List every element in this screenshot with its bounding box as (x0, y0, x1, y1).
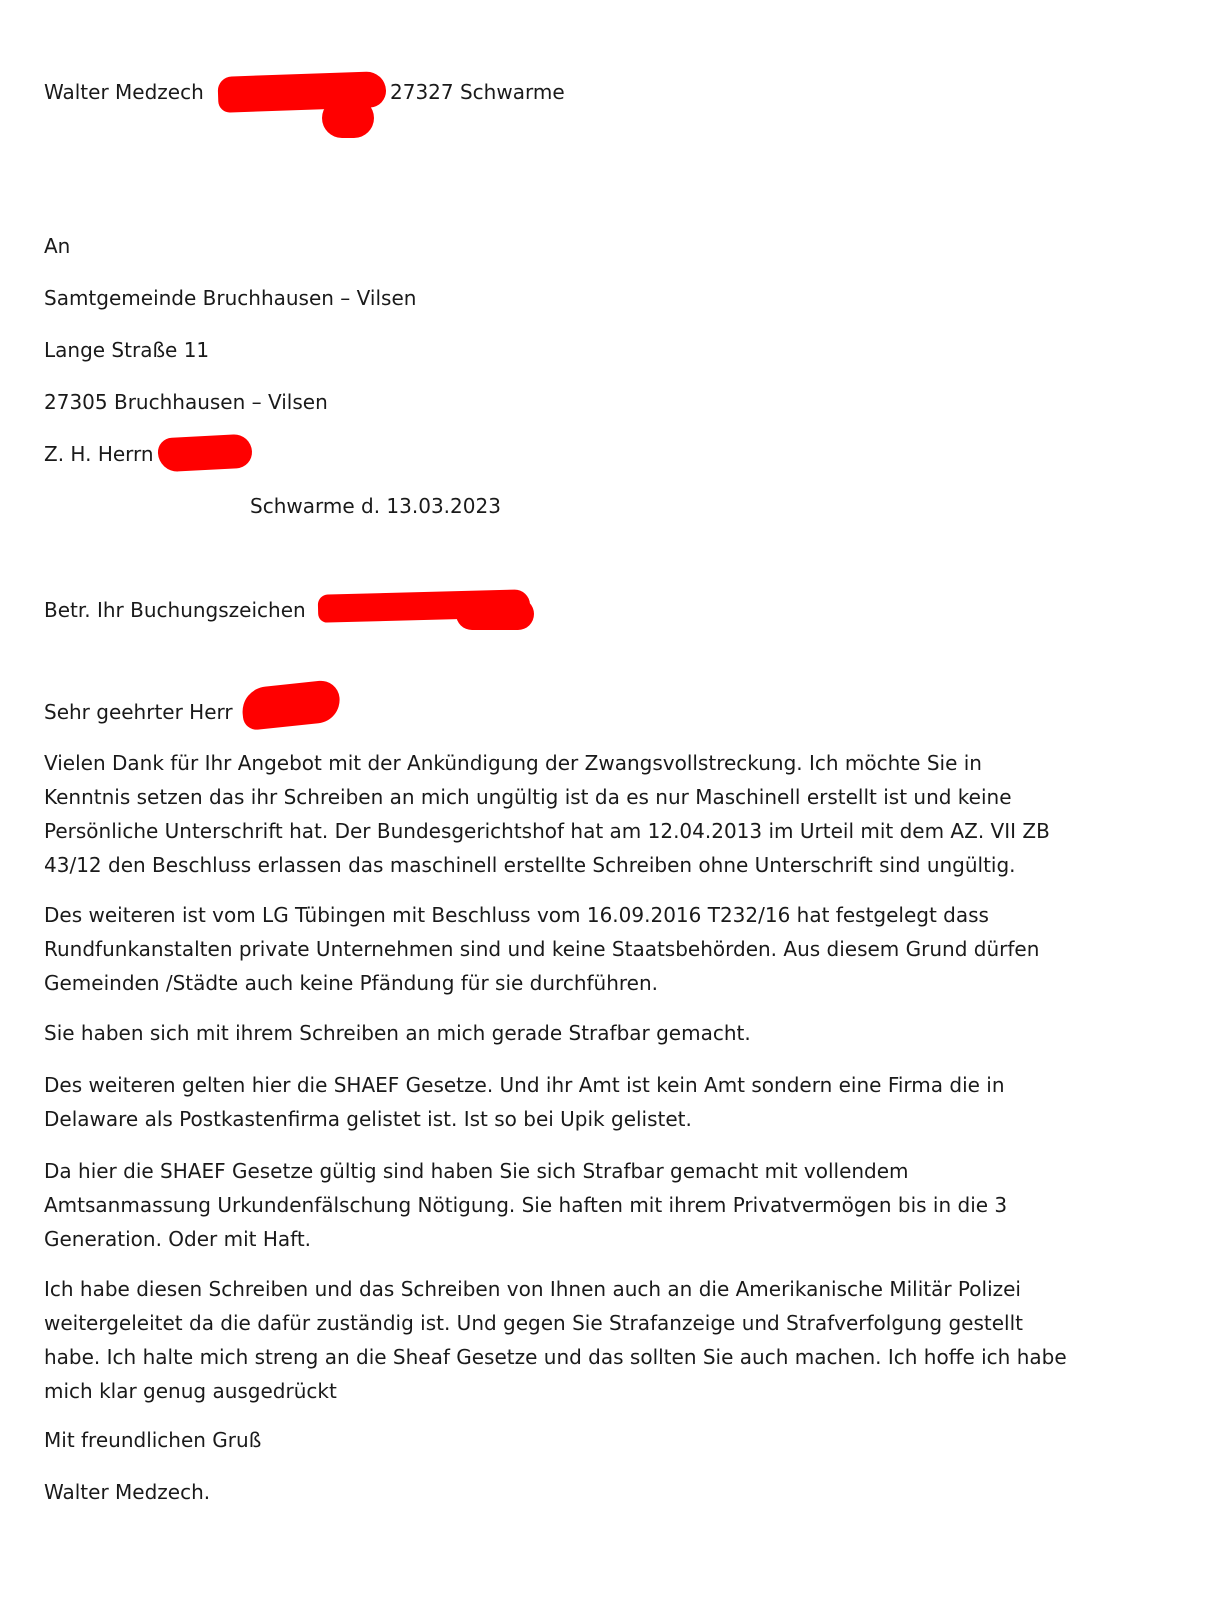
recipient-attention: Z. H. Herrn (44, 442, 154, 466)
salutation: Sehr geehrter Herr (44, 700, 233, 724)
subject-line: Betr. Ihr Buchungszeichen (44, 598, 306, 622)
recipient-street: Lange Straße 11 (44, 338, 210, 362)
paragraph-line: Da hier die SHAEF Gesetze gültig sind haben Sie sich Strafbar gemacht mit vollendem (44, 1159, 909, 1183)
recipient-to: An (44, 234, 71, 258)
sender-name: Walter Medzech (44, 80, 204, 104)
paragraph-line: Des weiteren ist vom LG Tübingen mit Beschluss vom 16.09.2016 T232/16 hat festgelegt dass (44, 903, 989, 927)
recipient-city: 27305 Bruchhausen – Vilsen (44, 390, 328, 414)
paragraph-line: weitergeleitet da die dafür zuständig ist. Und gegen Sie Strafanzeige und Strafverfolgung gestellt (44, 1311, 1023, 1335)
paragraph-line: Gemeinden /Städte auch keine Pfändung für sie durchführen. (44, 971, 659, 995)
sender-city: 27327 Schwarme (390, 80, 565, 104)
paragraph-line: Delaware als Postkastenfirma gelistet ist. Ist so bei Upik gelistet. (44, 1107, 692, 1131)
paragraph-line: Persönliche Unterschrift hat. Der Bundesgerichtshof hat am 12.04.2013 im Urteil mit dem AZ. VII ZB (44, 819, 1050, 843)
redaction-mark (240, 679, 342, 731)
paragraph-line: mich klar genug ausgedrückt (44, 1379, 337, 1403)
body-paragraph (44, 746, 1154, 882)
redaction-mark (322, 98, 374, 138)
paragraph-line: Generation. Oder mit Haft. (44, 1227, 312, 1251)
paragraph-line: Des weiteren gelten hier die SHAEF Gesetze. Und ihr Amt ist kein Amt sondern eine Firma die in (44, 1073, 1005, 1097)
body-paragraph (44, 1272, 1154, 1408)
paragraph-line: habe. Ich halte mich streng an die Sheaf Gesetze und das sollten Sie auch machen. Ich hoffe ich habe (44, 1345, 1067, 1369)
body-paragraph (44, 1016, 1154, 1050)
paragraph-line: Amtsanmassung Urkundenfälschung Nötigung. Sie haften mit ihrem Privatvermögen bis in die 3 (44, 1193, 1008, 1217)
paragraph-line: Ich habe diesen Schreiben und das Schreiben von Ihnen auch an die Amerikanische Militär Polizei (44, 1277, 1021, 1301)
paragraph-line: Vielen Dank für Ihr Angebot mit der Ankündigung der Zwangsvollstreckung. Ich möchte Sie in (44, 751, 982, 775)
redaction-mark (456, 598, 534, 630)
sender-line (44, 80, 204, 104)
body-paragraph (44, 898, 1154, 1000)
body-paragraph (44, 1068, 1154, 1136)
paragraph-line: Rundfunkanstalten private Unternehmen sind und keine Staatsbehörden. Aus diesem Grund dürfen (44, 937, 1040, 961)
body-paragraph (44, 1154, 1154, 1256)
paragraph-line: 43/12 den Beschluss erlassen das maschinell erstellte Schreiben ohne Unterschrift sind ungültig. (44, 853, 1016, 877)
signature: Walter Medzech. (44, 1480, 211, 1504)
date-line: Schwarme d. 13.03.2023 (250, 494, 501, 518)
recipient-organization: Samtgemeinde Bruchhausen – Vilsen (44, 286, 417, 310)
redaction-mark (157, 434, 253, 473)
closing: Mit freundlichen Gruß (44, 1428, 262, 1452)
paragraph-line: Kenntnis setzen das ihr Schreiben an mich ungültig ist da es nur Maschinell erstellt ist und keine (44, 785, 1012, 809)
paragraph-line: Sie haben sich mit ihrem Schreiben an mich gerade Strafbar gemacht. (44, 1021, 751, 1045)
